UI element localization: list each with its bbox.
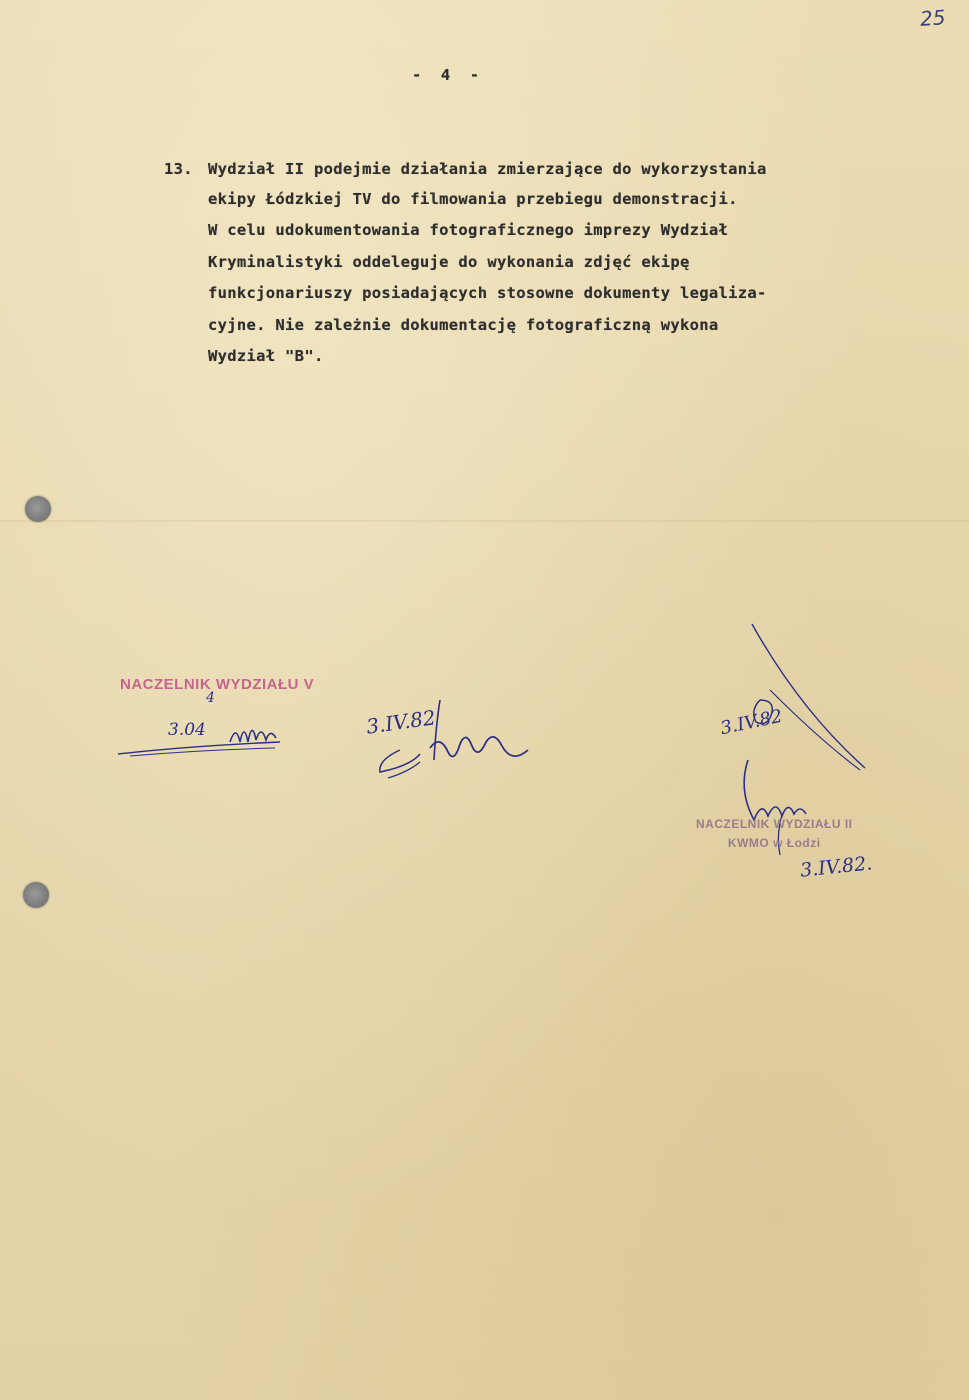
item-line-5: funkcjonariuszy posiadających stosowne dokumenty legaliza- [208,284,767,302]
handwritten-date-left: 3.04 [168,720,206,740]
item-line-7: Wydział "B". [208,347,324,365]
paper-fold [0,520,969,522]
item-line-3: W celu udokumentowania fotograficznego imprezy Wydział [208,221,729,239]
handwritten-date-right-lower: 3.IV.82. [799,852,874,882]
folio-number: 25 [918,5,946,31]
item-number: 13. [164,160,193,178]
page-number: - 4 - [412,66,480,84]
handwritten-date-middle: 3.IV.82 [364,705,438,739]
handwritten-date-right: 3.IV.82 [718,705,785,740]
stamp-line-1: NACZELNIK WYDZIAŁU II [696,817,853,831]
item-line-2: ekipy Łódzkiej TV do filmowania przebiegu demonstracji. [208,190,738,208]
punch-hole-top [25,496,51,522]
signature-middle [370,690,570,790]
item-line-1: Wydział II podejmie działania zmierzające do wykorzystania [208,160,767,178]
stamp-naczelnik-wydzialu-v: NACZELNIK WYDZIAŁU V [120,676,315,693]
punch-hole-bottom [23,882,49,908]
stamp-line-2: KWMO w Łodzi [727,836,821,850]
item-line-6: cyjne. Nie zależnie dokumentację fotograficzną wykona [208,316,719,334]
stamp-naczelnik-wydzialu-ii [696,815,853,853]
signature-left [110,712,290,762]
handwritten-number: 4 [206,690,215,706]
item-line-4: Kryminalistyki oddeleguje do wykonania zdjęć ekipę [208,253,690,271]
